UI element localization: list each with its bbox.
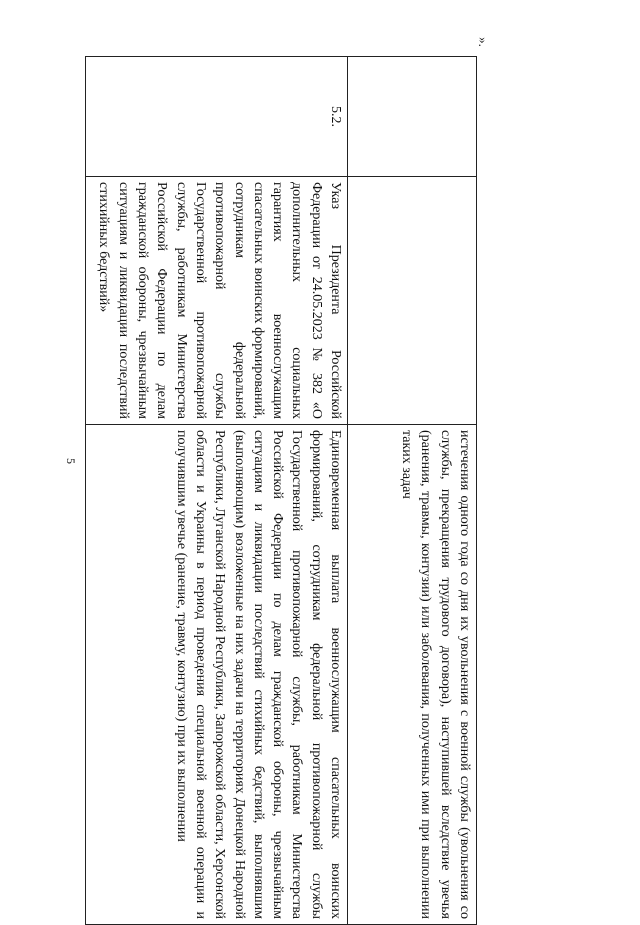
row-number-cell (348, 57, 477, 177)
description-cell: Единовременная выплата военнослужащим спасательных воинских формирований, сотрудникам федеральной противопожарной службы Государственной противопожарной службы, работникам Министерства Российской Федерации по делам гражданской обороны, чрезвычайным ситуациям и ликвидации последствий стихийных бедствий, выполнявшим (выполняющим) возложенные на них задачи на территориях Донецкой Народной Республики, Луганской Народной Республики, Запорожской области, Херсонской области и Украины в период проведения специальной военной операции и получившим увечье (ранение, травму, контузию) при их выполнении (86, 425, 348, 925)
closing-quote: ». (475, 37, 491, 47)
row-number: 5.2. (328, 106, 343, 127)
page-number: 5 (64, 458, 78, 464)
table-inner (86, 56, 477, 924)
table-row (348, 57, 477, 925)
benefits-table (85, 56, 477, 925)
rotated-table-container (86, 56, 477, 924)
basis-cell (348, 177, 477, 425)
description-cell: истечения одного года со дня их увольнения с военной службы (увольнения со службы, прекращения трудового договора), наступившей вследствие увечья (ранения, травмы, контузии) или заболевания, полученных ими при выполнении таких задач (348, 425, 477, 925)
table-row (86, 57, 348, 925)
basis-cell: Указ Президента Российской Федерации от 24.05.2023 № 382 «О дополнительных социальных гарантиях военнослужащим спасательных воинских формирований, сотрудникам федеральной противопожарной службы Государственной противопожарной службы, работникам Министерства Российской Федерации по делам гражданской обороны, чрезвычайным ситуациям и ликвидации последствий стихийных бедствий» (86, 177, 348, 425)
row-number-cell (86, 57, 348, 177)
